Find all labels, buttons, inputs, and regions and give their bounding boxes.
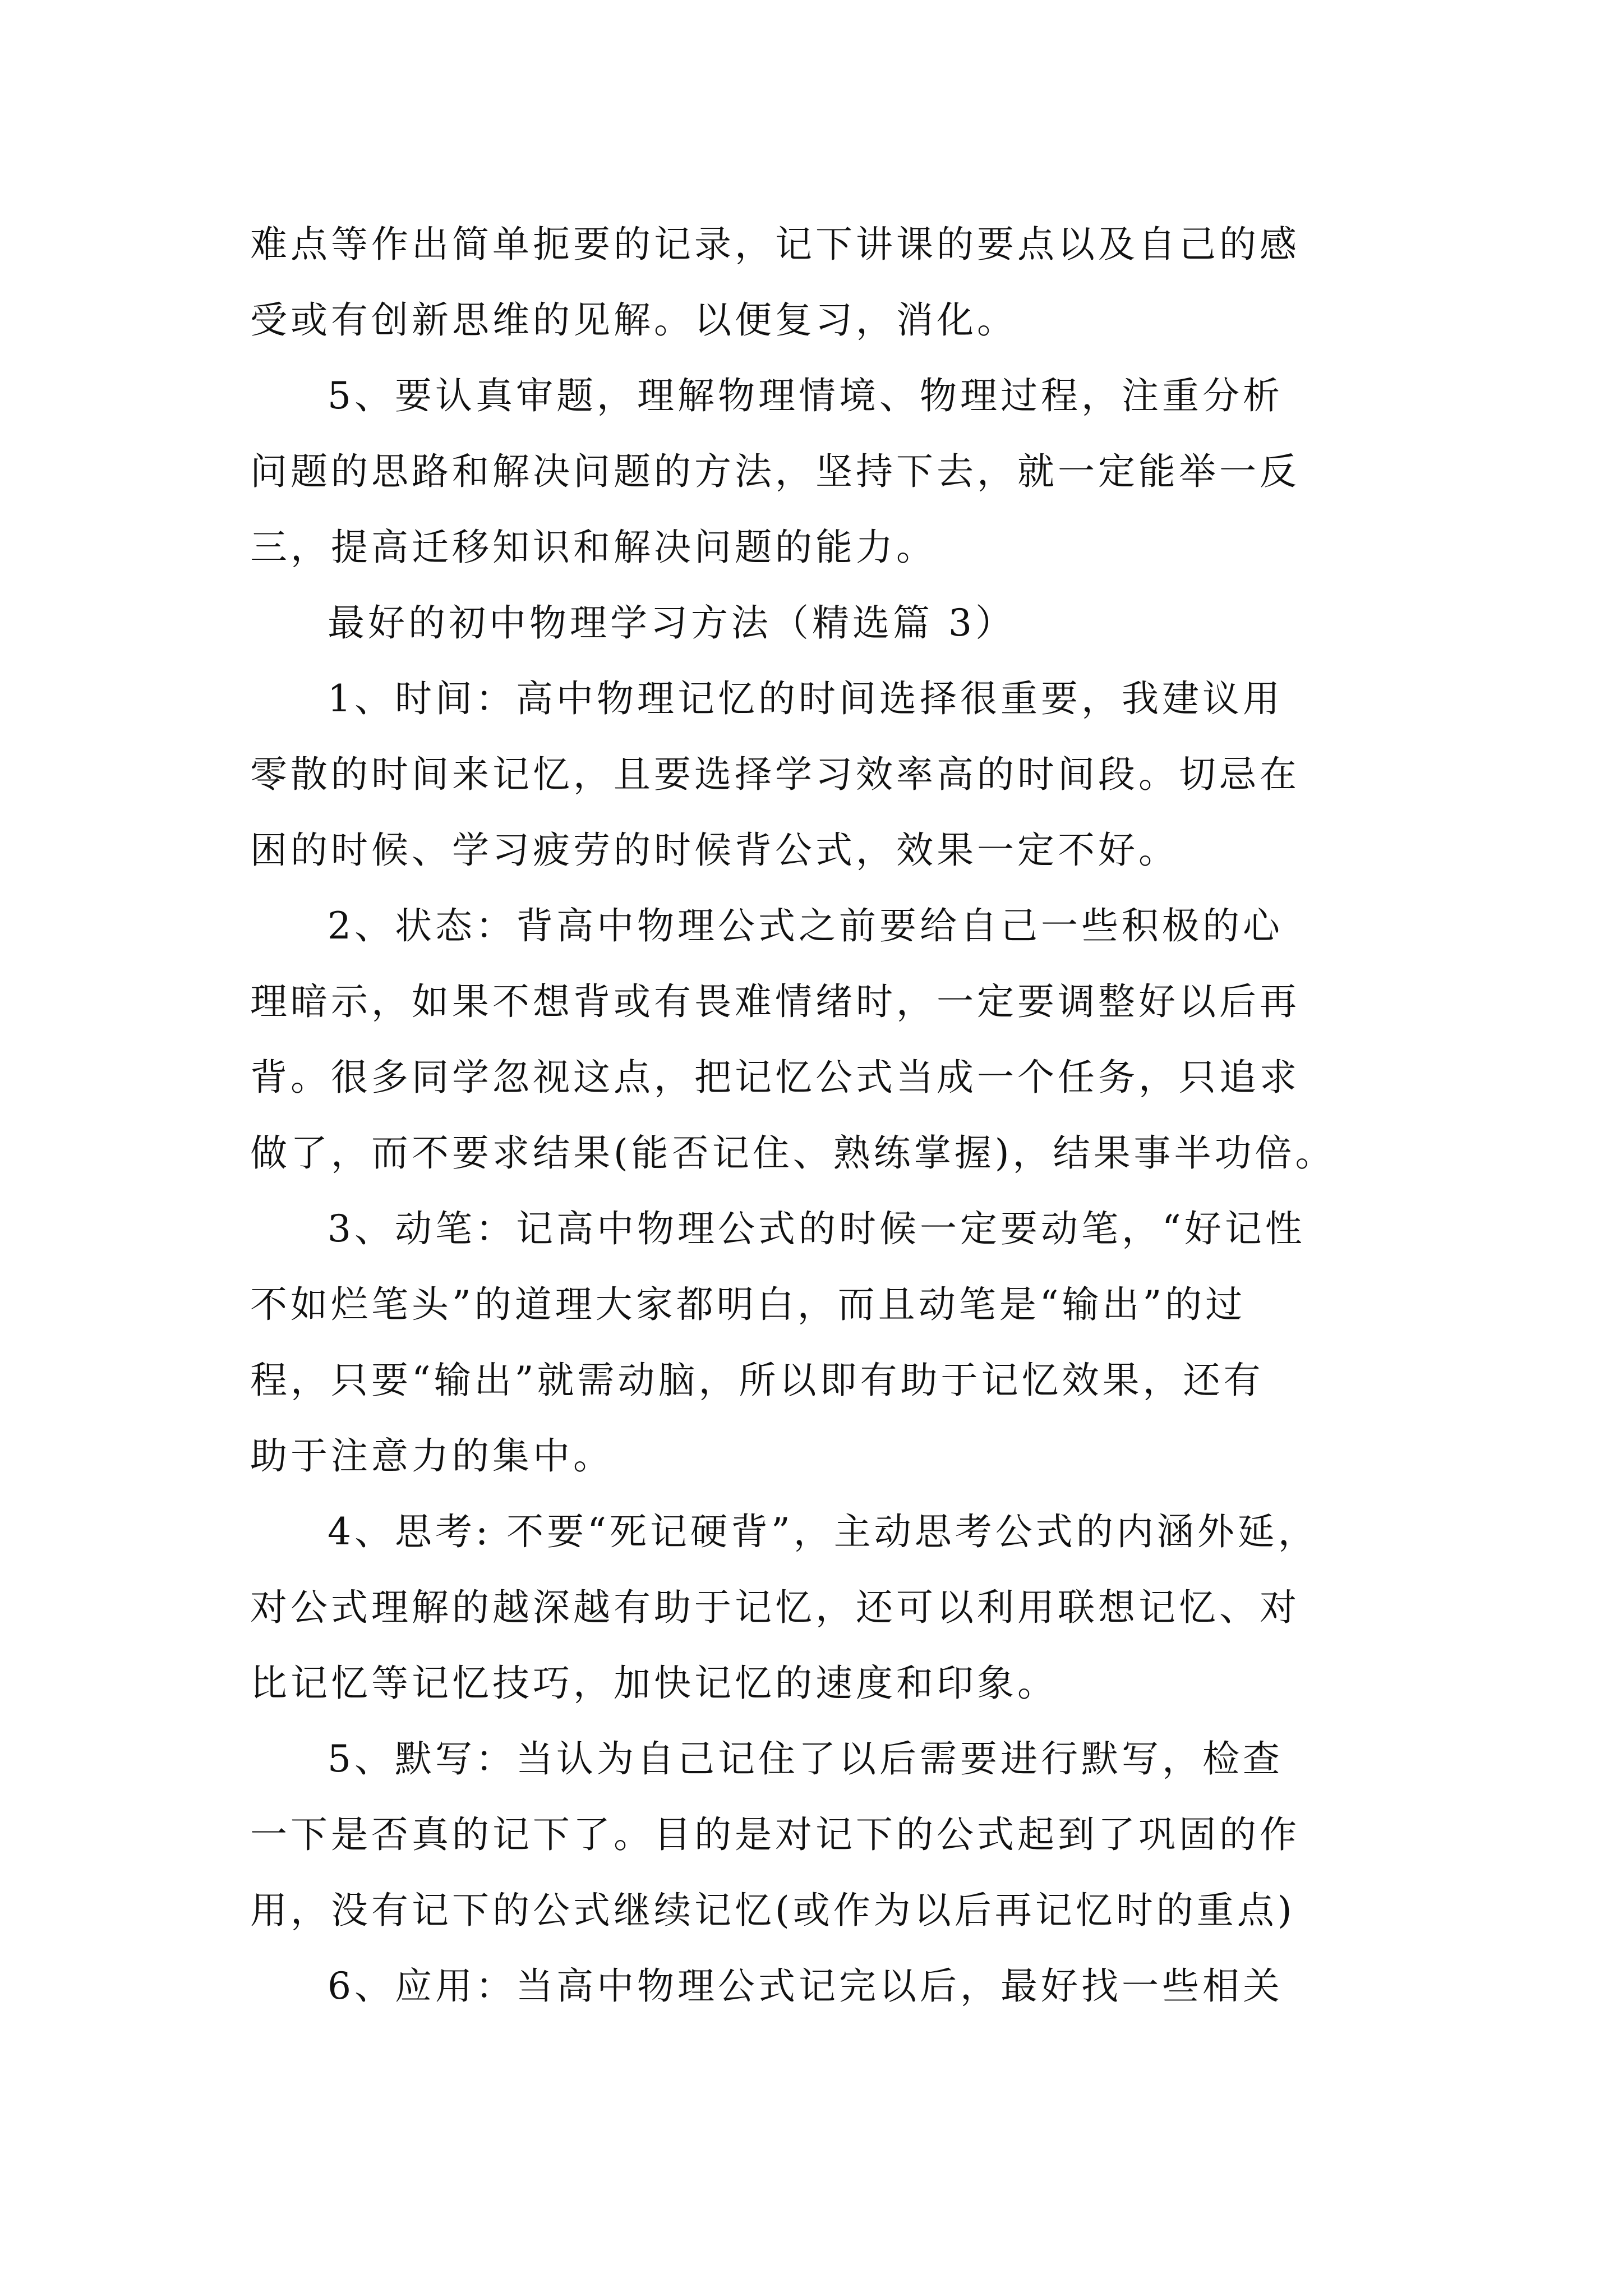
text-line: 理暗示，如果不想背或有畏难情绪时，一定要调整好以后再	[250, 980, 1300, 1023]
text-line: 程，只要“输出”就需动脑，所以即有助于记忆效果，还有	[250, 1359, 1264, 1402]
text-line: 助于注意力的集中。	[250, 1434, 614, 1478]
text-line: 三，提高迁移知识和解决问题的能力。	[250, 526, 937, 569]
text-line: 比记忆等记忆技巧，加快记忆的速度和印象。	[250, 1662, 1058, 1705]
paragraph-start-line: 5、默写：当认为自己记住了以后需要进行默写，检查	[328, 1737, 1283, 1780]
paragraph-start-line: 4、思考: 不要“死记硬背”，主动思考公式的内涵外延，	[328, 1510, 1318, 1553]
text-line: 做了，而不要求结果(能否记住、熟练掌握)，结果事半功倍。	[250, 1131, 1336, 1175]
section-heading: 最好的初中物理学习方法（精选篇 3）	[328, 601, 1016, 645]
text-line: 难点等作出简单扼要的记录，记下讲课的要点以及自己的感	[250, 223, 1300, 266]
paragraph-start-line: 6、应用：当高中物理公式记完以后，最好找一些相关	[328, 1964, 1283, 2008]
paragraph-start-line: 2、状态：背高中物理公式之前要给自己一些积极的心	[328, 904, 1283, 947]
paragraph-start-line: 1、时间：高中物理记忆的时间选择很重要，我建议用	[328, 677, 1283, 720]
text-line: 对公式理解的越深越有助于记忆，还可以利用联想记忆、对	[250, 1586, 1300, 1629]
text-line: 问题的思路和解决问题的方法，坚持下去，就一定能举一反	[250, 450, 1300, 493]
text-line: 一下是否真的记下了。目的是对记下的公式起到了巩固的作	[250, 1813, 1300, 1856]
text-line: 用，没有记下的公式继续记忆(或作为以后再记忆时的重点)	[250, 1889, 1295, 1932]
paragraph-start-line: 3、动笔：记高中物理公式的时候一定要动笔，“好记性	[328, 1207, 1306, 1250]
paragraph-start-line: 5、要认真审题，理解物理情境、物理过程，注重分析	[328, 374, 1283, 417]
text-line: 不如烂笔头”的道理大家都明白，而且动笔是“输出”的过	[250, 1283, 1246, 1326]
text-line: 零散的时间来记忆，且要选择学习效率高的时间段。切忌在	[250, 753, 1300, 796]
text-line: 困的时候、学习疲劳的时候背公式，效果一定不好。	[250, 829, 1179, 872]
text-line: 背。很多同学忽视这点，把记忆公式当成一个任务，只追求	[250, 1056, 1300, 1099]
text-line: 受或有创新思维的见解。以便复习，消化。	[250, 298, 1017, 342]
